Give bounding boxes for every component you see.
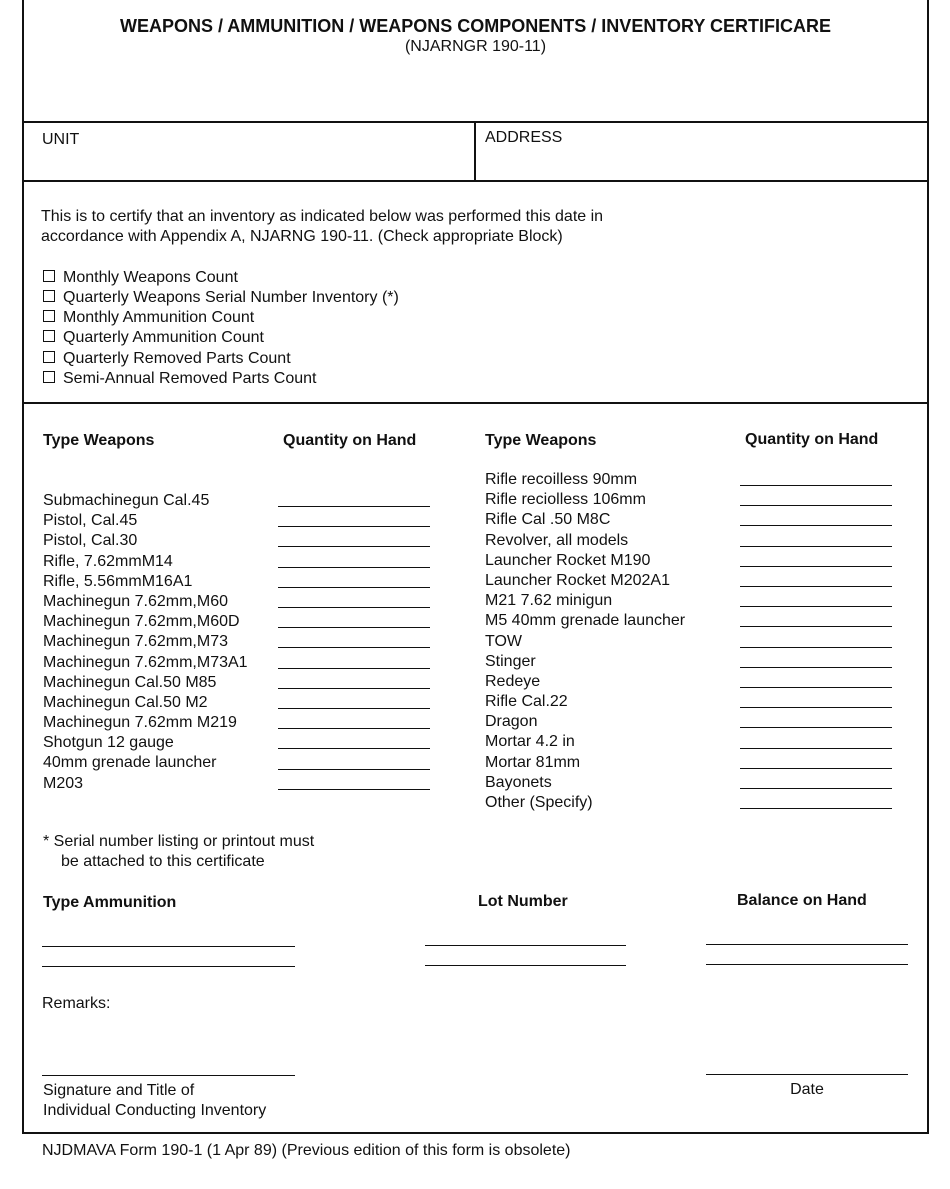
certification-line-2: accordance with Appendix A, NJARNG 190-11. (Check appropriate Block) bbox=[41, 228, 563, 245]
checkbox[interactable] bbox=[43, 290, 55, 302]
balance-line[interactable] bbox=[706, 964, 908, 965]
form-title: WEAPONS / AMMUNITION / WEAPONS COMPONENTS / INVENTORY CERTIFICARE bbox=[119, 16, 832, 36]
ammunition-type-line[interactable] bbox=[42, 946, 295, 947]
quantity-blank[interactable] bbox=[740, 546, 892, 547]
quantity-blank[interactable] bbox=[278, 769, 430, 770]
quantity-blank[interactable] bbox=[740, 808, 892, 809]
remarks-field[interactable] bbox=[42, 1016, 902, 1066]
lot-number-header: Lot Number bbox=[478, 893, 568, 910]
weapon-item: Machinegun 7.62mm,M60D bbox=[43, 613, 240, 631]
option-quarterly-serial[interactable]: Quarterly Weapons Serial Number Inventory (*) bbox=[43, 288, 399, 308]
type-ammunition-header: Type Ammunition bbox=[43, 894, 177, 911]
weapon-item: Rifle Cal .50 M8C bbox=[485, 511, 611, 529]
quantity-blank[interactable] bbox=[740, 566, 892, 567]
weapon-item: Rifle reciolless 106mm bbox=[485, 491, 646, 509]
weapon-item: Rifle recoilless 90mm bbox=[485, 471, 638, 488]
option-monthly-weapons[interactable]: Monthly Weapons Count bbox=[43, 268, 238, 288]
date-line[interactable] bbox=[706, 1074, 908, 1075]
weapon-item: Mortar 4.2 in bbox=[485, 733, 575, 751]
weapon-item: M21 7.62 minigun bbox=[485, 592, 613, 610]
quantity-blank[interactable] bbox=[278, 567, 430, 568]
quantity-blank[interactable] bbox=[278, 728, 430, 729]
quantity-blank[interactable] bbox=[740, 586, 892, 587]
weapon-item: Machinegun Cal.50 M2 bbox=[43, 693, 208, 711]
quantity-blank[interactable] bbox=[740, 525, 892, 526]
remarks-label: Remarks: bbox=[42, 995, 111, 1012]
balance-on-hand-header: Balance on Hand bbox=[737, 892, 867, 909]
type-weapons-header-left: Type Weapons bbox=[43, 432, 155, 449]
quantity-blank[interactable] bbox=[740, 667, 892, 668]
option-quarterly-removed-parts[interactable]: Quarterly Removed Parts Count bbox=[43, 349, 291, 369]
checkbox[interactable] bbox=[43, 330, 55, 342]
type-weapons-header-right: Type Weapons bbox=[485, 432, 597, 449]
weapon-item: Rifle Cal.22 bbox=[485, 693, 568, 711]
quantity-header-right: Quantity on Hand bbox=[745, 431, 879, 448]
weapon-item: Machinegun 7.62mm M219 bbox=[43, 714, 237, 732]
divider-certification bbox=[22, 402, 929, 404]
weapon-item: Dragon bbox=[485, 713, 538, 731]
quantity-blank[interactable] bbox=[740, 788, 892, 789]
option-monthly-ammunition[interactable]: Monthly Ammunition Count bbox=[43, 308, 254, 328]
weapon-item: M203 bbox=[43, 774, 84, 792]
weapon-item: Machinegun 7.62mm,M73A1 bbox=[43, 653, 248, 671]
quantity-blank[interactable] bbox=[740, 687, 892, 688]
quantity-blank[interactable] bbox=[740, 626, 892, 627]
signature-label-line-1: Signature and Title of bbox=[43, 1082, 195, 1099]
weapon-item: Launcher Rocket M190 bbox=[485, 551, 651, 569]
weapon-item: Rifle, 5.56mmM16A1 bbox=[43, 572, 193, 590]
address-field[interactable] bbox=[485, 150, 921, 174]
quantity-header-left: Quantity on Hand bbox=[283, 432, 417, 449]
quantity-blank[interactable] bbox=[740, 727, 892, 728]
footnote-line-1: * Serial number listing or printout must bbox=[43, 833, 315, 850]
weapon-item: Launcher Rocket M202A1 bbox=[485, 571, 670, 589]
weapon-item: Shotgun 12 gauge bbox=[43, 734, 174, 752]
signature-label-line-2: Individual Conducting Inventory bbox=[43, 1102, 267, 1119]
checkbox[interactable] bbox=[43, 371, 55, 383]
signature-line[interactable] bbox=[42, 1075, 295, 1076]
quantity-blank[interactable] bbox=[278, 587, 430, 588]
quantity-blank[interactable] bbox=[740, 485, 892, 486]
quantity-blank[interactable] bbox=[278, 546, 430, 547]
date-label: Date bbox=[790, 1081, 824, 1098]
weapon-item: Submachinegun Cal.45 bbox=[43, 492, 210, 509]
weapon-item: Other (Specify) bbox=[485, 794, 593, 811]
weapon-item: Rifle, 7.62mmM14 bbox=[43, 552, 173, 570]
form-subtitle: (NJARNGR 190-11) bbox=[404, 38, 547, 55]
weapon-item: Machinegun 7.62mm,M60 bbox=[43, 592, 228, 610]
quantity-blank[interactable] bbox=[740, 505, 892, 506]
quantity-blank[interactable] bbox=[278, 748, 430, 749]
quantity-blank[interactable] bbox=[740, 768, 892, 769]
option-quarterly-ammunition[interactable]: Quarterly Ammunition Count bbox=[43, 328, 264, 348]
weapon-item: Pistol, Cal.30 bbox=[43, 532, 138, 550]
quantity-blank[interactable] bbox=[278, 647, 430, 648]
quantity-blank[interactable] bbox=[740, 707, 892, 708]
ammunition-type-line[interactable] bbox=[42, 966, 295, 967]
quantity-blank[interactable] bbox=[740, 748, 892, 749]
checkbox[interactable] bbox=[43, 351, 55, 363]
weapon-item: Pistol, Cal.45 bbox=[43, 512, 138, 530]
lot-number-line[interactable] bbox=[425, 945, 626, 946]
unit-field[interactable] bbox=[30, 152, 466, 174]
lot-number-line[interactable] bbox=[425, 965, 626, 966]
weapon-item: Bayonets bbox=[485, 773, 552, 791]
certification-line-1: This is to certify that an inventory as indicated below was performed this date in bbox=[41, 208, 604, 225]
quantity-blank[interactable] bbox=[278, 627, 430, 628]
quantity-blank[interactable] bbox=[740, 606, 892, 607]
quantity-blank[interactable] bbox=[278, 668, 430, 669]
weapon-item: Stinger bbox=[485, 652, 536, 670]
form-footer: NJDMAVA Form 190-1 (1 Apr 89) (Previous edition of this form is obsolete) bbox=[42, 1142, 571, 1159]
checkbox[interactable] bbox=[43, 310, 55, 322]
weapon-item: Machinegun Cal.50 M85 bbox=[43, 673, 217, 691]
quantity-blank[interactable] bbox=[278, 506, 430, 507]
divider-unit-address bbox=[474, 121, 476, 181]
quantity-blank[interactable] bbox=[740, 647, 892, 648]
unit-label: UNIT bbox=[42, 131, 80, 148]
weapon-item: Redeye bbox=[485, 672, 541, 690]
quantity-blank[interactable] bbox=[278, 526, 430, 527]
weapon-item: Revolver, all models bbox=[485, 531, 629, 549]
quantity-blank[interactable] bbox=[278, 688, 430, 689]
weapons-list-right bbox=[485, 470, 685, 813]
weapon-item: Mortar 81mm bbox=[485, 753, 581, 771]
weapon-item: 40mm grenade launcher bbox=[43, 754, 217, 772]
quantity-blank[interactable] bbox=[278, 708, 430, 709]
weapon-item: M5 40mm grenade launcher bbox=[485, 612, 686, 630]
quantity-blank[interactable] bbox=[278, 607, 430, 608]
checkbox[interactable] bbox=[43, 270, 55, 282]
address-label: ADDRESS bbox=[485, 129, 563, 146]
footnote-line-2: be attached to this certificate bbox=[61, 853, 265, 870]
weapon-item: Machinegun 7.62mm,M73 bbox=[43, 633, 228, 651]
divider-unit-row bbox=[22, 180, 929, 182]
balance-line[interactable] bbox=[706, 944, 908, 945]
weapon-item: TOW bbox=[485, 632, 523, 650]
weapons-list-left bbox=[43, 491, 248, 794]
option-semiannual-removed-parts[interactable]: Semi-Annual Removed Parts Count bbox=[43, 369, 316, 389]
quantity-blank[interactable] bbox=[278, 789, 430, 790]
